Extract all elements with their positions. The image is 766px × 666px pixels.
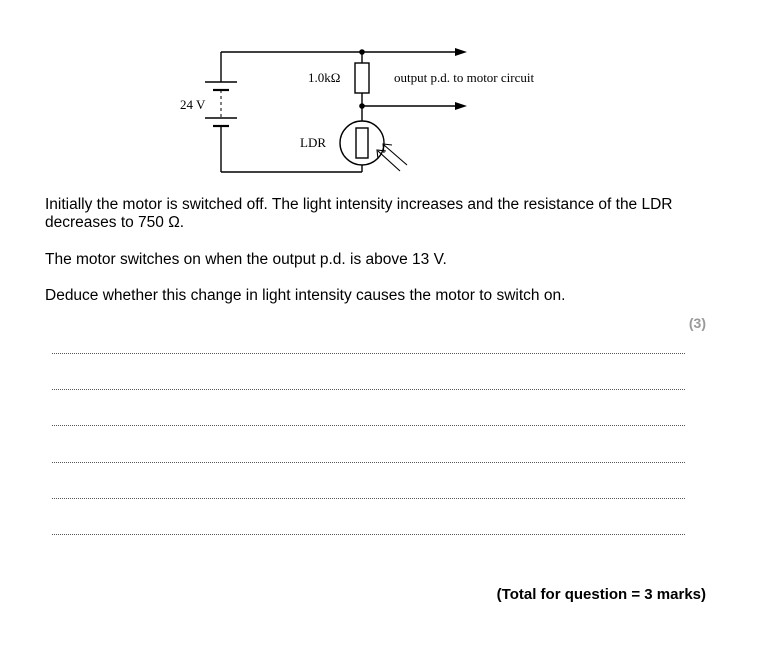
answer-line[interactable] bbox=[52, 353, 685, 354]
top-output-arrow bbox=[455, 48, 467, 56]
answer-line[interactable] bbox=[52, 534, 685, 535]
question-paragraph-3: Deduce whether this change in light intensity causes the motor to switch on. bbox=[45, 287, 566, 304]
ldr-label: LDR bbox=[300, 135, 326, 150]
question-paragraph-2: The motor switches on when the output p.d. is above 13 V. bbox=[45, 251, 447, 268]
resistor-symbol bbox=[355, 63, 369, 93]
circuit-diagram bbox=[0, 0, 766, 190]
output-label: output p.d. to motor circuit bbox=[394, 70, 535, 85]
answer-line[interactable] bbox=[52, 389, 685, 390]
marks-label: (3) bbox=[688, 315, 706, 331]
total-marks-label: (Total for question = 3 marks) bbox=[496, 586, 706, 603]
mid-output-arrow bbox=[455, 102, 467, 110]
resistor-label: 1.0kΩ bbox=[308, 70, 341, 85]
question-paragraph-1: Initially the motor is switched off. The light intensity increases and the resistance of the LDR decreases to 750 Ω. bbox=[45, 196, 673, 231]
supply-label: 24 V bbox=[180, 97, 206, 112]
battery-symbol bbox=[205, 82, 237, 126]
answer-line[interactable] bbox=[52, 498, 685, 499]
answer-line[interactable] bbox=[52, 462, 685, 463]
answer-line[interactable] bbox=[52, 425, 685, 426]
